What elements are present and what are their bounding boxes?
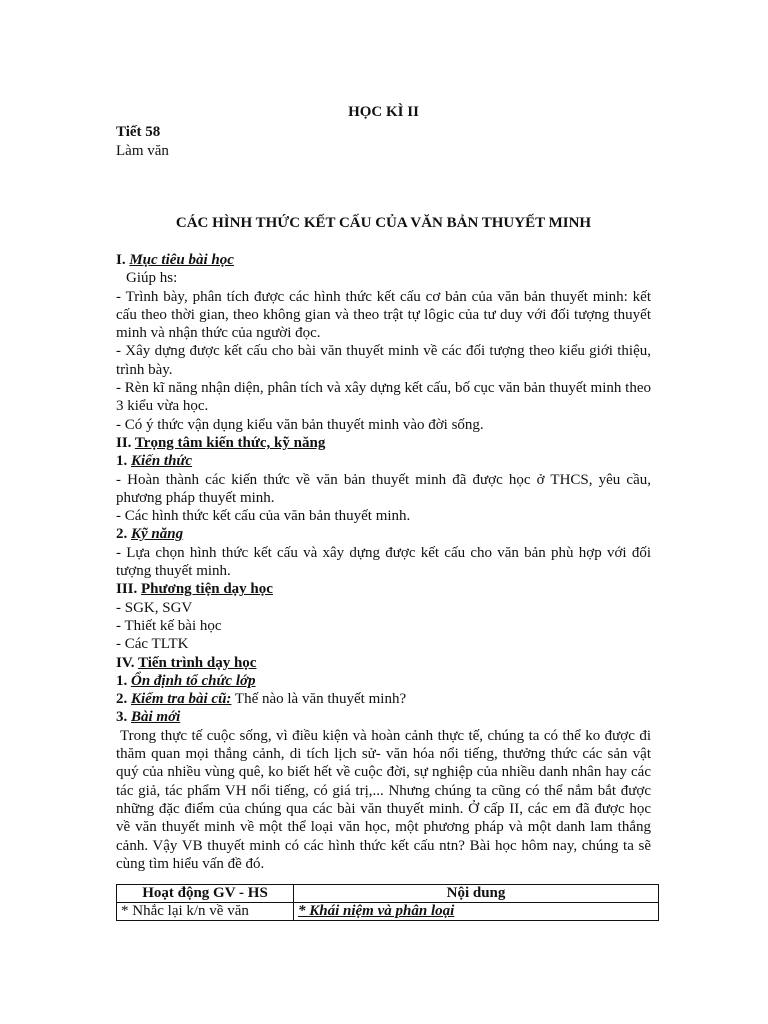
lesson-number: Tiết 58 <box>116 124 161 140</box>
objective-item: - Trình bày, phân tích được các hình thức kết cấu cơ bản của văn bản thuyết minh: kết cấu theo thời gian, theo không gian và theo trật tự lôgic của tư duy với đối tượng thuyết minh và nhận thức của người đọc. <box>116 288 651 342</box>
lesson-body <box>116 251 651 873</box>
knowledge-item: - Các hình thức kết cấu của văn bản thuyết minh. <box>116 508 411 525</box>
section-1-heading <box>116 251 651 269</box>
section-4-heading <box>116 654 651 672</box>
section-number: IV. <box>116 654 138 671</box>
step-title: Kiểm tra bài cũ: <box>131 691 232 708</box>
step-title: Ổn định tổ chức lớp <box>131 672 256 689</box>
table-cell: * Nhắc lại k/n về văn <box>117 903 294 921</box>
material-item: - SGK, SGV <box>116 599 193 616</box>
table-row <box>117 903 659 921</box>
knowledge-item: - Hoàn thành các kiến thức về văn bản thuyết minh đã được học ở THCS, yêu cầu, phương pháp thuyết minh. <box>116 471 651 506</box>
section-3-heading <box>116 580 651 598</box>
table-header-row <box>117 885 659 903</box>
section-title: Phương tiện dạy học <box>141 581 273 598</box>
table-header-cell: Nội dung <box>294 885 659 903</box>
section-title: Mục tiêu bài học <box>129 252 234 268</box>
step-heading <box>116 690 651 708</box>
semester-heading: HỌC KÌ II <box>348 104 419 120</box>
table-cell: * Khái niệm và phân loại <box>294 903 659 921</box>
intro-line: Giúp hs: <box>126 270 178 287</box>
material-item: - Các TLTK <box>116 636 189 653</box>
subsection-heading <box>116 452 651 470</box>
step-title: Bài mới <box>131 709 181 726</box>
table-header-cell: Hoạt động GV - HS <box>117 885 294 903</box>
review-question: Thế nào là văn thuyết minh? <box>231 691 407 708</box>
objective-item: - Rèn kĩ năng nhận diện, phân tích và xây dựng kết cấu, bố cục văn bản thuyết minh theo 3 kiểu vừa học. <box>116 380 651 415</box>
step-heading <box>116 672 651 690</box>
subject-label: Làm văn <box>116 143 169 159</box>
step-number: 3. <box>116 709 131 726</box>
section-number: III. <box>116 581 142 598</box>
skill-item: - Lựa chọn hình thức kết cấu và xây dựng được kết cấu cho văn bản phù hợp với đối tượng thuyết minh. <box>116 544 651 580</box>
intro-paragraph: Trong thực tế cuộc sống, vì điều kiện và hoàn cảnh thực tế, chúng ta có thể ko được đi thăm quan mọi thắng cảnh, di tích lịch sử- văn hóa nổi tiếng, thưởng thức các sản vật quý của nhiều vùng quê, ko biết hết về cuộc đời, sự nghiệp của nhiều danh nhân hay các tác giả, tác phẩm VH nổi tiếng, có giá trị,... Nhưng chúng ta cũng có thể nắm bắt được những đặc điểm của chúng qua các bài văn thuyết minh. Ở cấp II, các em đã được học về văn thuyết minh về một thể loại văn học, một phương pháp và một danh lam thắng cảnh. Vậy VB thuyết minh có các hình thức kết cấu ntn? Bài học hôm nay, chúng ta sẽ cùng tìm hiểu vấn đề đó. <box>116 727 651 872</box>
step-heading <box>116 708 651 726</box>
step-number: 1. <box>116 672 131 689</box>
objective-item: - Xây dựng được kết cấu cho bài văn thuyết minh về các đối tượng theo kiểu giới thiệu, trình bày. <box>116 343 651 378</box>
section-2-heading <box>116 434 651 452</box>
subsection-number: 1. <box>116 453 131 470</box>
subsection-heading <box>116 525 651 543</box>
objective-item: - Có ý thức vận dụng kiểu văn bản thuyết minh vào đời sống. <box>116 416 484 433</box>
section-number: II. <box>116 434 135 451</box>
subsection-number: 2. <box>116 526 131 543</box>
step-number: 2. <box>116 691 131 708</box>
section-title: Tiến trình dạy học <box>137 654 257 671</box>
lesson-title: CÁC HÌNH THỨC KẾT CẤU CỦA VĂN BẢN THUYẾT MINH <box>175 215 592 231</box>
activity-table <box>116 884 659 921</box>
section-number: I. <box>116 252 130 268</box>
subsection-title: Kỹ năng <box>131 526 184 543</box>
material-item: - Thiết kế bài học <box>116 617 222 634</box>
subsection-title: Kiến thức <box>131 453 193 470</box>
section-title: Trọng tâm kiến thức, kỹ năng <box>134 434 326 451</box>
